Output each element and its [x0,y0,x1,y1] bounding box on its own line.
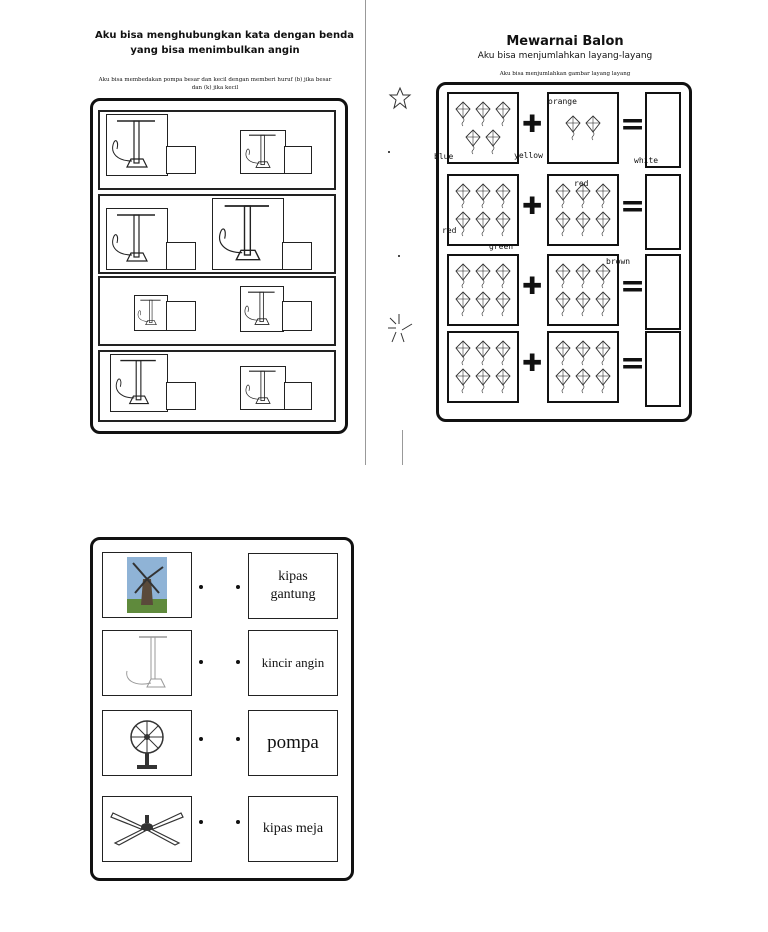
sum-answer-box[interactable] [645,331,681,407]
kite-icon [595,263,611,289]
kite-icon [475,183,491,209]
kite-icon [595,183,611,209]
kite-icon [495,211,511,237]
color-label-green: green [489,242,514,251]
color-label-yellow: yellow [514,151,543,160]
pump-icon [135,296,167,330]
match-dot[interactable] [199,585,203,589]
sound-title-line2: yang bisa menimbulkan angin [130,45,300,56]
color-label-brown: brown [606,257,631,266]
plus-icon: ✚ [522,272,543,300]
equals-icon: = [620,269,646,304]
decor-dot [398,255,400,257]
kite-icon [595,340,611,366]
color-label-white: white [634,156,659,165]
decor-dot [388,151,390,153]
answer-box[interactable] [284,146,312,174]
kite-group-left [447,331,519,403]
kite-icon [595,211,611,237]
match-dot[interactable] [199,660,203,664]
kite-icon [575,263,591,289]
kite-icon [475,211,491,237]
pump-icon [107,209,167,269]
pump-image-small [240,366,286,410]
sound-title-line1: Aku bisa menghubungkan kata dengan benda [95,30,354,41]
kite-group-right [547,331,619,403]
kite-icon [575,368,591,394]
kite-icon [555,368,571,394]
kite-icon [475,291,491,317]
kite-group-left [447,92,519,164]
word-card: kincir angin [248,630,338,696]
kite-icon [555,291,571,317]
sum-answer-box[interactable] [645,174,681,250]
kite-icon [455,211,471,237]
windmill-icon [103,553,191,617]
kite-icon [455,183,471,209]
kite-icon [475,101,491,127]
pump-image-small [134,295,168,331]
kite-icon [455,340,471,366]
ceiling-fan-icon [103,797,191,861]
kite-icon [475,368,491,394]
kite-subtitle: Aku bisa menjumlahkan layang-layang [477,51,653,61]
pump-icon [111,355,167,411]
kite-icon [555,340,571,366]
word-card: pompa [248,710,338,776]
kite-icon [575,291,591,317]
pump-icon [107,115,167,175]
plus-icon: ✚ [522,192,543,220]
kite-icon [595,291,611,317]
word-card: kipas meja [248,796,338,862]
pump-icon [103,631,191,695]
kite-icon [555,263,571,289]
kite-icon [495,101,511,127]
kite-icon [455,368,471,394]
match-dot[interactable] [236,820,240,824]
kite-icon [495,368,511,394]
kite-icon [475,340,491,366]
answer-box[interactable] [282,242,312,270]
answer-box[interactable] [166,382,196,410]
kite-icon [475,263,491,289]
kite-icon [595,368,611,394]
color-label-orange: orange [548,97,577,106]
equals-icon: = [620,189,646,224]
equals-icon: = [620,107,646,142]
desk-fan-icon [103,711,191,775]
match-dot[interactable] [236,660,240,664]
answer-box[interactable] [166,242,196,270]
kite-icon [585,115,601,141]
pump-image-large [106,114,168,176]
kite-icon [455,101,471,127]
match-dot[interactable] [199,737,203,741]
kite-icon [465,129,481,155]
star-icon [388,86,412,110]
pump-icon [241,287,283,331]
picture-box [102,796,192,862]
pump-icon [241,131,285,173]
sound-instruction: Aku bisa membedakan pompa besar dan kecil dengan memberi huruf (b) jika besar dan (k) jika kecil [98,77,332,92]
kite-group-left [447,174,519,246]
page-divider [365,0,366,465]
pump-icon [213,199,283,269]
kite-icon [575,211,591,237]
answer-box[interactable] [282,301,312,331]
word-card: kipas gantung [248,553,338,619]
answer-box[interactable] [284,382,312,410]
color-label-blue: blue [434,152,454,161]
kite-icon [495,340,511,366]
answer-box[interactable] [166,301,196,331]
kite-icon [495,263,511,289]
kite-icon [495,291,511,317]
kite-group-left [447,254,519,326]
pump-icon [241,367,285,409]
equals-icon: = [620,346,646,381]
color-label-red: red [442,226,457,235]
pump-image-medium [240,286,284,332]
sum-answer-box[interactable] [645,254,681,330]
picture-box [102,552,192,618]
kite-icon [485,129,501,155]
match-dot[interactable] [236,737,240,741]
kite-icon [575,340,591,366]
plus-icon: ✚ [522,110,543,138]
answer-box[interactable] [166,146,196,174]
sparkle-icon [384,312,414,346]
picture-box [102,630,192,696]
pump-image-small [240,130,286,174]
pump-image-large [212,198,284,270]
page-divider [402,430,403,465]
picture-box [102,710,192,776]
kite-icon [555,183,571,209]
plus-icon: ✚ [522,349,543,377]
pump-image-large [110,354,168,412]
kite-icon [495,183,511,209]
match-dot[interactable] [236,585,240,589]
kite-icon [455,263,471,289]
pump-image-medium [106,208,168,270]
kite-title: Mewarnai Balon [506,34,624,49]
kite-icon [455,291,471,317]
kite-instruction: Aku bisa menjumlahkan gambar layang layang [499,71,631,77]
match-dot[interactable] [199,820,203,824]
kite-icon [555,211,571,237]
color-label-red: red [574,179,589,188]
kite-icon [565,115,581,141]
